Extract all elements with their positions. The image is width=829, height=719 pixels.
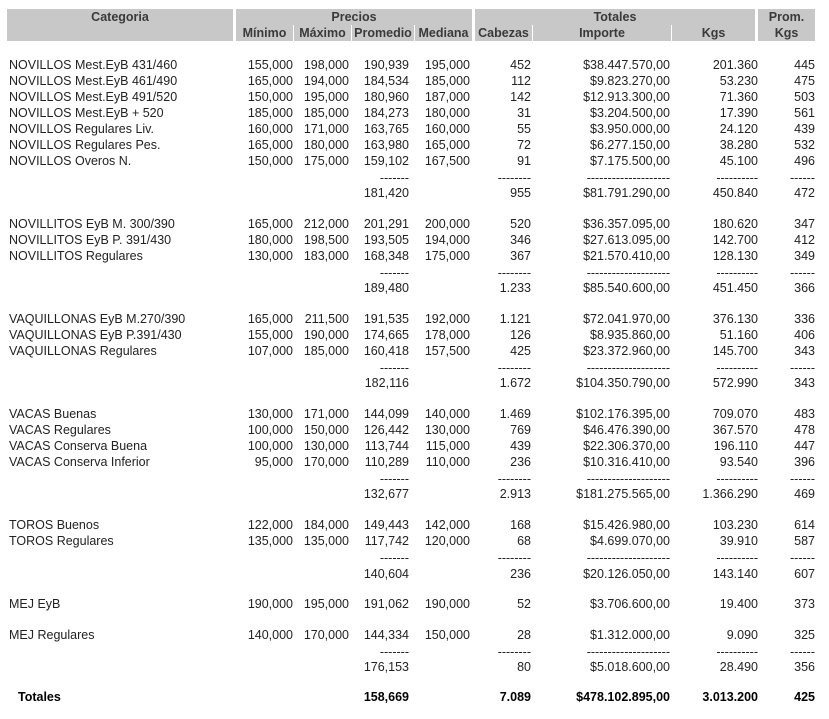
row-prom-kgs: 475 <box>794 74 815 88</box>
row-category: NOVILLOS Mest.EyB 461/490 <box>9 74 178 88</box>
subtotal-divider: ------- <box>379 171 409 185</box>
subtotal-divider: ------- <box>379 645 409 659</box>
row-prom-kgs: 412 <box>794 233 815 247</box>
row-maximo: 170,000 <box>303 628 349 642</box>
row-mediana: 178,000 <box>424 328 470 342</box>
row-mediana: 194,000 <box>424 233 470 247</box>
totales-promedio: 158,669 <box>363 690 409 704</box>
subtotal-divider: -------- <box>497 266 531 280</box>
row-mediana: 140,000 <box>424 407 470 421</box>
row-category: VACAS Conserva Buena <box>9 439 148 453</box>
row-mediana: 180,000 <box>424 106 470 120</box>
subtotal-kgs: 450.840 <box>712 186 758 200</box>
header-minimo: Mínimo <box>236 25 293 41</box>
subtotal-divider: ---------- <box>716 266 758 280</box>
row-cabezas: 52 <box>517 597 531 611</box>
row-importe: $3.204.500,00 <box>590 106 670 120</box>
subtotal-kgs: 451.450 <box>712 281 758 295</box>
row-kgs: 38.280 <box>719 138 758 152</box>
row-promedio: 126,442 <box>363 423 409 437</box>
row-prom-kgs: 496 <box>794 154 815 168</box>
subtotal-importe: $181.275.565,00 <box>576 487 670 501</box>
row-category: TOROS Regulares <box>9 534 114 548</box>
row-category: NOVILLOS Overos N. <box>9 154 132 168</box>
row-cabezas: 1.469 <box>499 407 531 421</box>
row-mediana: 165,000 <box>424 138 470 152</box>
row-cabezas: 142 <box>510 90 531 104</box>
row-minimo: 122,000 <box>247 518 293 532</box>
subtotal-divider: ------ <box>790 361 815 375</box>
row-maximo: 190,000 <box>303 328 349 342</box>
row-cabezas: 91 <box>517 154 531 168</box>
row-mediana: 120,000 <box>424 534 470 548</box>
header-importe: Importe <box>533 25 671 41</box>
row-importe: $102.176.395,00 <box>576 407 670 421</box>
row-importe: $12.913.300,00 <box>583 90 670 104</box>
row-importe: $15.426.980,00 <box>583 518 670 532</box>
row-maximo: 171,000 <box>303 407 349 421</box>
row-kgs: 9.090 <box>726 628 758 642</box>
row-promedio: 149,443 <box>363 518 409 532</box>
row-promedio: 201,291 <box>363 217 409 231</box>
row-kgs: 93.540 <box>719 455 758 469</box>
subtotal-prom-kgs: 366 <box>794 281 815 295</box>
subtotal-cabezas: 1.672 <box>499 376 531 390</box>
row-cabezas: 1.121 <box>499 312 531 326</box>
row-maximo: 175,000 <box>303 154 349 168</box>
subtotal-divider: ------- <box>379 266 409 280</box>
row-kgs: 51.160 <box>719 328 758 342</box>
row-maximo: 171,000 <box>303 122 349 136</box>
subtotal-divider: ------ <box>790 645 815 659</box>
subtotal-divider: ---------- <box>716 551 758 565</box>
subtotal-prom-kgs: 607 <box>794 567 815 581</box>
subtotal-kgs: 143.140 <box>712 567 758 581</box>
row-mediana: 175,000 <box>424 249 470 263</box>
row-importe: $46.476.390,00 <box>583 423 670 437</box>
subtotal-importe: $104.350.790,00 <box>576 376 670 390</box>
row-kgs: 196.110 <box>713 439 758 453</box>
subtotal-cabezas: 80 <box>517 660 531 674</box>
totales-cabezas: 7.089 <box>499 690 531 704</box>
row-promedio: 193,505 <box>363 233 409 247</box>
row-cabezas: 28 <box>517 628 531 642</box>
row-maximo: 183,000 <box>303 249 349 263</box>
subtotal-kgs: 1.366.290 <box>702 487 758 501</box>
row-prom-kgs: 587 <box>794 534 815 548</box>
subtotal-divider: ------ <box>790 472 815 486</box>
row-prom-kgs: 439 <box>794 122 815 136</box>
row-promedio: 163,765 <box>363 122 409 136</box>
subtotal-divider: -------- <box>497 472 531 486</box>
row-category: MEJ Regulares <box>9 628 95 642</box>
row-importe: $4.699.070,00 <box>590 534 670 548</box>
row-maximo: 130,000 <box>303 439 349 453</box>
row-mediana: 110,000 <box>425 455 470 469</box>
subtotal-importe: $5.018.600,00 <box>590 660 670 674</box>
subtotal-prom-kgs: 469 <box>794 487 815 501</box>
row-mediana: 160,000 <box>424 122 470 136</box>
row-importe: $7.175.500,00 <box>590 154 670 168</box>
row-importe: $36.357.095,00 <box>583 217 670 231</box>
row-importe: $3.950.000,00 <box>590 122 670 136</box>
row-kgs: 39.910 <box>719 534 758 548</box>
subtotal-kgs: 28.490 <box>719 660 758 674</box>
row-kgs: 376.130 <box>712 312 758 326</box>
row-category: NOVILLITOS EyB P. 391/430 <box>9 233 172 247</box>
row-importe: $1.312.000,00 <box>590 628 670 642</box>
subtotal-importe: $81.791.290,00 <box>583 186 670 200</box>
row-maximo: 198,000 <box>303 58 349 72</box>
subtotal-divider: -------- <box>497 361 531 375</box>
row-mediana: 185,000 <box>424 74 470 88</box>
row-category: NOVILLOS Regulares Pes. <box>9 138 161 152</box>
row-category: NOVILLOS Mest.EyB + 520 <box>9 106 164 120</box>
subtotal-divider: -------------------- <box>586 551 670 565</box>
row-kgs: 71.360 <box>719 90 758 104</box>
subtotal-divider: -------------------- <box>586 472 670 486</box>
row-minimo: 150,000 <box>247 154 293 168</box>
row-prom-kgs: 336 <box>794 312 815 326</box>
row-kgs: 367.570 <box>712 423 758 437</box>
subtotal-divider: ---------- <box>716 472 758 486</box>
row-importe: $21.570.410,00 <box>583 249 670 263</box>
row-maximo: 212,000 <box>303 217 349 231</box>
row-category: VACAS Buenas <box>9 407 97 421</box>
row-minimo: 100,000 <box>247 423 293 437</box>
row-maximo: 195,000 <box>303 90 349 104</box>
subtotal-divider: -------- <box>497 171 531 185</box>
subtotal-divider: ---------- <box>716 645 758 659</box>
subtotal-divider: ------ <box>790 171 815 185</box>
subtotal-prom-kgs: 343 <box>794 376 815 390</box>
header-categoria-sub <box>7 25 233 41</box>
row-cabezas: 72 <box>517 138 531 152</box>
subtotal-divider: ------ <box>790 266 815 280</box>
subtotal-importe: $20.126.050,00 <box>583 567 670 581</box>
row-minimo: 190,000 <box>247 597 293 611</box>
row-cabezas: 452 <box>510 58 531 72</box>
subtotal-promedio: 140,604 <box>363 567 409 581</box>
header-promedio: Promedio <box>352 25 414 41</box>
header-maximo: Máximo <box>294 25 351 41</box>
row-cabezas: 168 <box>510 518 531 532</box>
row-category: NOVILLOS Mest.EyB 431/460 <box>9 58 178 72</box>
row-maximo: 195,000 <box>303 597 349 611</box>
row-mediana: 167,500 <box>424 154 470 168</box>
row-category: VAQUILLONAS Regulares <box>9 344 157 358</box>
row-promedio: 144,099 <box>363 407 409 421</box>
row-minimo: 165,000 <box>247 217 293 231</box>
subtotal-importe: $85.540.600,00 <box>583 281 670 295</box>
row-minimo: 107,000 <box>247 344 293 358</box>
row-promedio: 184,534 <box>363 74 409 88</box>
subtotal-divider: ------- <box>379 361 409 375</box>
header-precios: Precios <box>236 9 472 25</box>
row-minimo: 155,000 <box>247 58 293 72</box>
row-kgs: 142.700 <box>712 233 758 247</box>
row-promedio: 184,273 <box>363 106 409 120</box>
row-promedio: 113,744 <box>364 439 409 453</box>
subtotal-prom-kgs: 472 <box>794 186 815 200</box>
row-prom-kgs: 349 <box>794 249 815 263</box>
header-categoria: Categoria <box>7 9 233 25</box>
row-prom-kgs: 561 <box>794 106 815 120</box>
row-minimo: 130,000 <box>247 249 293 263</box>
row-kgs: 45.100 <box>719 154 758 168</box>
row-minimo: 165,000 <box>247 138 293 152</box>
subtotal-promedio: 182,116 <box>364 376 409 390</box>
subtotal-divider: -------------------- <box>586 171 670 185</box>
header-prom-kgs: Kgs <box>758 25 815 41</box>
row-category: VACAS Regulares <box>9 423 111 437</box>
row-minimo: 160,000 <box>247 122 293 136</box>
row-mediana: 200,000 <box>424 217 470 231</box>
header-mediana: Mediana <box>415 25 472 41</box>
row-kgs: 53.230 <box>719 74 758 88</box>
row-importe: $8.935.860,00 <box>590 328 670 342</box>
subtotal-kgs: 572.990 <box>712 376 758 390</box>
row-minimo: 150,000 <box>247 90 293 104</box>
row-prom-kgs: 325 <box>794 628 815 642</box>
subtotal-divider: ------- <box>379 551 409 565</box>
row-prom-kgs: 406 <box>794 328 815 342</box>
row-cabezas: 439 <box>510 439 531 453</box>
row-maximo: 198,500 <box>303 233 349 247</box>
row-category: VAQUILLONAS EyB P.391/430 <box>9 328 182 342</box>
row-prom-kgs: 373 <box>794 597 815 611</box>
row-promedio: 191,062 <box>363 597 409 611</box>
row-maximo: 184,000 <box>303 518 349 532</box>
row-minimo: 180,000 <box>247 233 293 247</box>
row-cabezas: 126 <box>510 328 531 342</box>
row-minimo: 155,000 <box>247 328 293 342</box>
row-importe: $10.316.410,00 <box>583 455 670 469</box>
row-cabezas: 55 <box>517 122 531 136</box>
row-mediana: 115,000 <box>425 439 470 453</box>
row-cabezas: 425 <box>510 344 531 358</box>
row-category: NOVILLITOS EyB M. 300/390 <box>9 217 175 231</box>
row-maximo: 135,000 <box>303 534 349 548</box>
row-kgs: 17.390 <box>719 106 758 120</box>
row-cabezas: 68 <box>517 534 531 548</box>
row-mediana: 192,000 <box>424 312 470 326</box>
row-cabezas: 520 <box>510 217 531 231</box>
row-kgs: 180.620 <box>712 217 758 231</box>
row-kgs: 19.400 <box>719 597 758 611</box>
row-promedio: 159,102 <box>363 154 409 168</box>
row-kgs: 145.700 <box>712 344 758 358</box>
subtotal-cabezas: 236 <box>510 567 531 581</box>
row-mediana: 195,000 <box>424 58 470 72</box>
subtotal-cabezas: 955 <box>510 186 531 200</box>
row-prom-kgs: 483 <box>794 407 815 421</box>
row-importe: $23.372.960,00 <box>583 344 670 358</box>
row-category: TOROS Buenos <box>9 518 100 532</box>
row-kgs: 103.230 <box>712 518 758 532</box>
subtotal-prom-kgs: 356 <box>794 660 815 674</box>
row-mediana: 130,000 <box>424 423 470 437</box>
totales-kgs: 3.013.200 <box>702 690 758 704</box>
totales-importe: $478.102.895,00 <box>576 690 670 704</box>
subtotal-promedio: 181,420 <box>363 186 409 200</box>
row-kgs: 128.130 <box>712 249 758 263</box>
row-cabezas: 112 <box>511 74 531 88</box>
subtotal-promedio: 189,480 <box>363 281 409 295</box>
row-prom-kgs: 478 <box>794 423 815 437</box>
row-minimo: 95,000 <box>254 455 293 469</box>
row-cabezas: 367 <box>510 249 531 263</box>
row-prom-kgs: 532 <box>794 138 815 152</box>
row-minimo: 100,000 <box>247 439 293 453</box>
subtotal-cabezas: 2.913 <box>499 487 531 501</box>
row-importe: $22.306.370,00 <box>583 439 670 453</box>
row-category: VAQUILLONAS EyB M.270/390 <box>9 312 186 326</box>
subtotal-divider: ---------- <box>716 361 758 375</box>
row-minimo: 135,000 <box>247 534 293 548</box>
row-promedio: 180,960 <box>363 90 409 104</box>
row-prom-kgs: 445 <box>794 58 815 72</box>
row-kgs: 709.070 <box>712 407 758 421</box>
row-kgs: 201.360 <box>712 58 758 72</box>
row-prom-kgs: 447 <box>794 439 815 453</box>
subtotal-divider: -------- <box>497 645 531 659</box>
row-mediana: 190,000 <box>424 597 470 611</box>
row-category: MEJ EyB <box>9 597 61 611</box>
row-importe: $72.041.970,00 <box>583 312 670 326</box>
subtotal-promedio: 132,677 <box>363 487 409 501</box>
row-maximo: 185,000 <box>303 344 349 358</box>
row-prom-kgs: 503 <box>794 90 815 104</box>
row-promedio: 160,418 <box>363 344 409 358</box>
subtotal-divider: -------------------- <box>586 361 670 375</box>
row-cabezas: 346 <box>510 233 531 247</box>
subtotal-divider: ---------- <box>716 171 758 185</box>
row-minimo: 165,000 <box>247 74 293 88</box>
row-mediana: 187,000 <box>424 90 470 104</box>
row-maximo: 211,500 <box>304 312 349 326</box>
row-category: VACAS Conserva Inferior <box>9 455 150 469</box>
row-prom-kgs: 347 <box>794 217 815 231</box>
subtotal-divider: ------- <box>379 472 409 486</box>
row-promedio: 144,334 <box>363 628 409 642</box>
subtotal-cabezas: 1.233 <box>499 281 531 295</box>
row-prom-kgs: 614 <box>794 518 815 532</box>
subtotal-promedio: 176,153 <box>363 660 409 674</box>
totales-prom-kgs: 425 <box>794 690 815 704</box>
row-maximo: 170,000 <box>303 455 349 469</box>
row-importe: $9.823.270,00 <box>590 74 670 88</box>
row-promedio: 191,535 <box>363 312 409 326</box>
row-promedio: 168,348 <box>363 249 409 263</box>
row-cabezas: 236 <box>510 455 531 469</box>
row-promedio: 174,665 <box>363 328 409 342</box>
row-minimo: 185,000 <box>247 106 293 120</box>
row-importe: $27.613.095,00 <box>583 233 670 247</box>
row-importe: $38.447.570,00 <box>583 58 670 72</box>
header-cabezas: Cabezas <box>475 25 532 41</box>
row-maximo: 185,000 <box>303 106 349 120</box>
row-promedio: 117,742 <box>364 534 409 548</box>
row-prom-kgs: 343 <box>794 344 815 358</box>
subtotal-divider: ------ <box>790 551 815 565</box>
row-kgs: 24.120 <box>719 122 758 136</box>
row-category: NOVILLOS Mest.EyB 491/520 <box>9 90 178 104</box>
row-promedio: 163,980 <box>363 138 409 152</box>
header-kgs: Kgs <box>672 25 755 41</box>
header-prom: Prom. <box>758 9 815 25</box>
row-maximo: 194,000 <box>303 74 349 88</box>
row-minimo: 130,000 <box>247 407 293 421</box>
row-category: NOVILLOS Regulares Liv. <box>9 122 154 136</box>
subtotal-divider: -------- <box>497 551 531 565</box>
row-mediana: 157,500 <box>424 344 470 358</box>
totales-label: Totales <box>18 690 61 704</box>
row-cabezas: 769 <box>510 423 531 437</box>
row-mediana: 142,000 <box>424 518 470 532</box>
row-minimo: 140,000 <box>247 628 293 642</box>
row-maximo: 180,000 <box>303 138 349 152</box>
row-cabezas: 31 <box>517 106 531 120</box>
row-promedio: 110,289 <box>364 455 409 469</box>
row-maximo: 150,000 <box>303 423 349 437</box>
row-minimo: 165,000 <box>247 312 293 326</box>
header-totales: Totales <box>475 9 755 25</box>
subtotal-divider: -------------------- <box>586 266 670 280</box>
row-promedio: 190,939 <box>363 58 409 72</box>
subtotal-divider: -------------------- <box>586 645 670 659</box>
row-mediana: 150,000 <box>424 628 470 642</box>
row-importe: $6.277.150,00 <box>590 138 670 152</box>
row-importe: $3.706.600,00 <box>590 597 670 611</box>
row-category: NOVILLITOS Regulares <box>9 249 143 263</box>
row-prom-kgs: 396 <box>794 455 815 469</box>
